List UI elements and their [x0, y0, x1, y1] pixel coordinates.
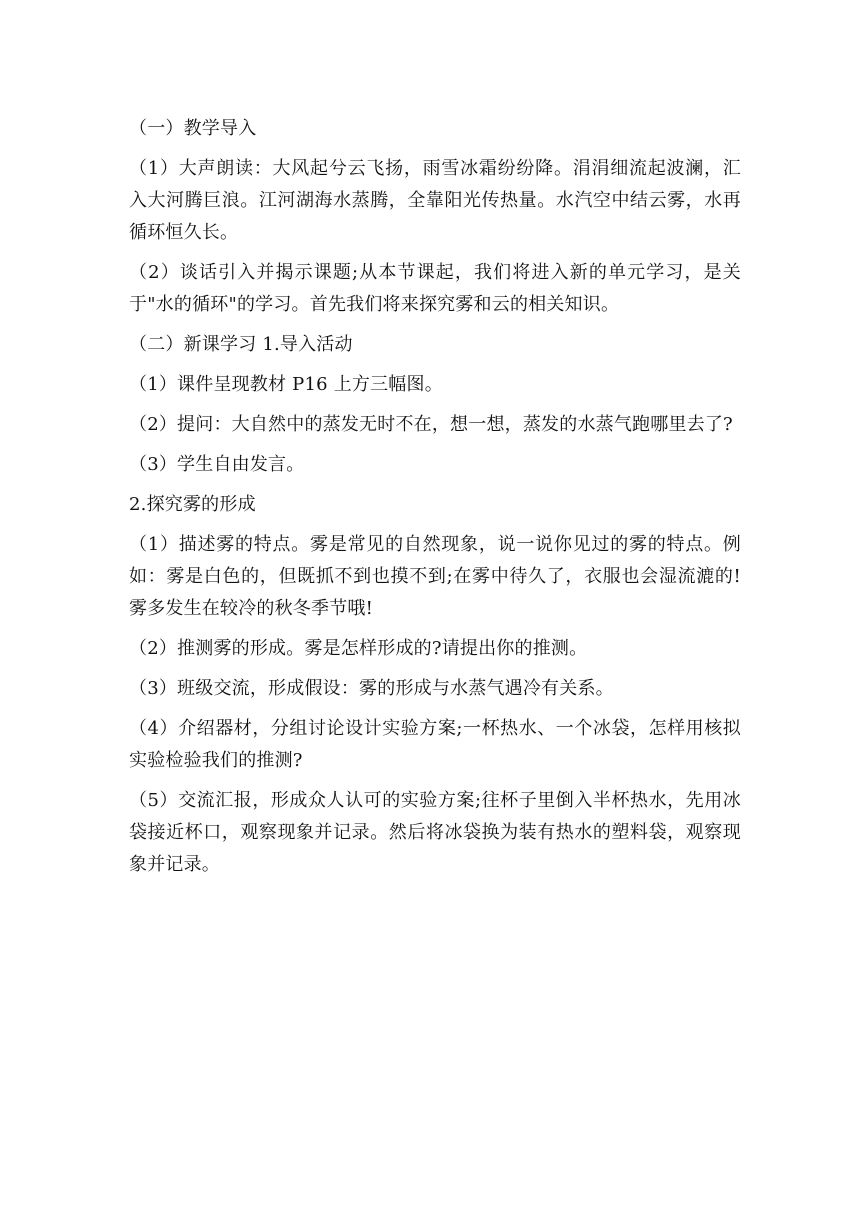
- section-heading-intro: （一）教学导入: [129, 118, 257, 139]
- paragraph-courseware: （1）课件呈现教材 P16 上方三幅图。: [129, 374, 443, 395]
- paragraph-fog-hypothesis: （2）推测雾的形成。雾是怎样形成的?请提出你的推测。: [129, 638, 588, 659]
- section-heading-fog: 2.探究雾的形成: [129, 494, 256, 515]
- document-body: [129, 113, 741, 889]
- paragraph-fog-features: （1）描述雾的特点。雾是常见的自然现象，说一说你见过的雾的特点。例如：雾是白色的，但既抓不到也摸不到;在雾中待久了，衣服也会湿流漉的!雾多发生在较冷的秋冬季节哦!: [129, 534, 741, 619]
- paragraph-student-speak: （3）学生自由发言。: [129, 454, 305, 475]
- paragraph-experiment-plan: （5）交流汇报，形成众人认可的实验方案;往杯子里倒入半杯热水，先用冰袋接近杯口，观察现象并记录。然后将冰袋换为装有热水的塑料袋，观察现象并记录。: [129, 790, 741, 875]
- paragraph-read-aloud: （1）大声朗读：大风起兮云飞扬，雨雪冰霜纷纷降。涓涓细流起波澜，汇入大河腾巨浪。江河湖海水蒸腾，全靠阳光传热量。水汽空中结云雾，水再循环恒久长。: [129, 158, 741, 243]
- paragraph-class-exchange: （3）班级交流，形成假设：雾的形成与水蒸气遇冷有关系。: [129, 678, 614, 699]
- paragraph-question: （2）提问：大自然中的蒸发无时不在，想一想，蒸发的水蒸气跑哪里去了?: [129, 414, 733, 435]
- paragraph-equipment: （4）介绍器材，分组讨论设计实验方案;一杯热水、一个冰袋，怎样用核拟实验检验我们的推测?: [129, 718, 741, 771]
- paragraph-topic-intro: （2）谈话引入并揭示课题;从本节课起，我们将进入新的单元学习，是关于"水的循环"的学习。首先我们将来探究雾和云的相关知识。: [129, 262, 741, 315]
- section-heading-new-lesson: （二）新课学习 1.导入活动: [129, 334, 353, 355]
